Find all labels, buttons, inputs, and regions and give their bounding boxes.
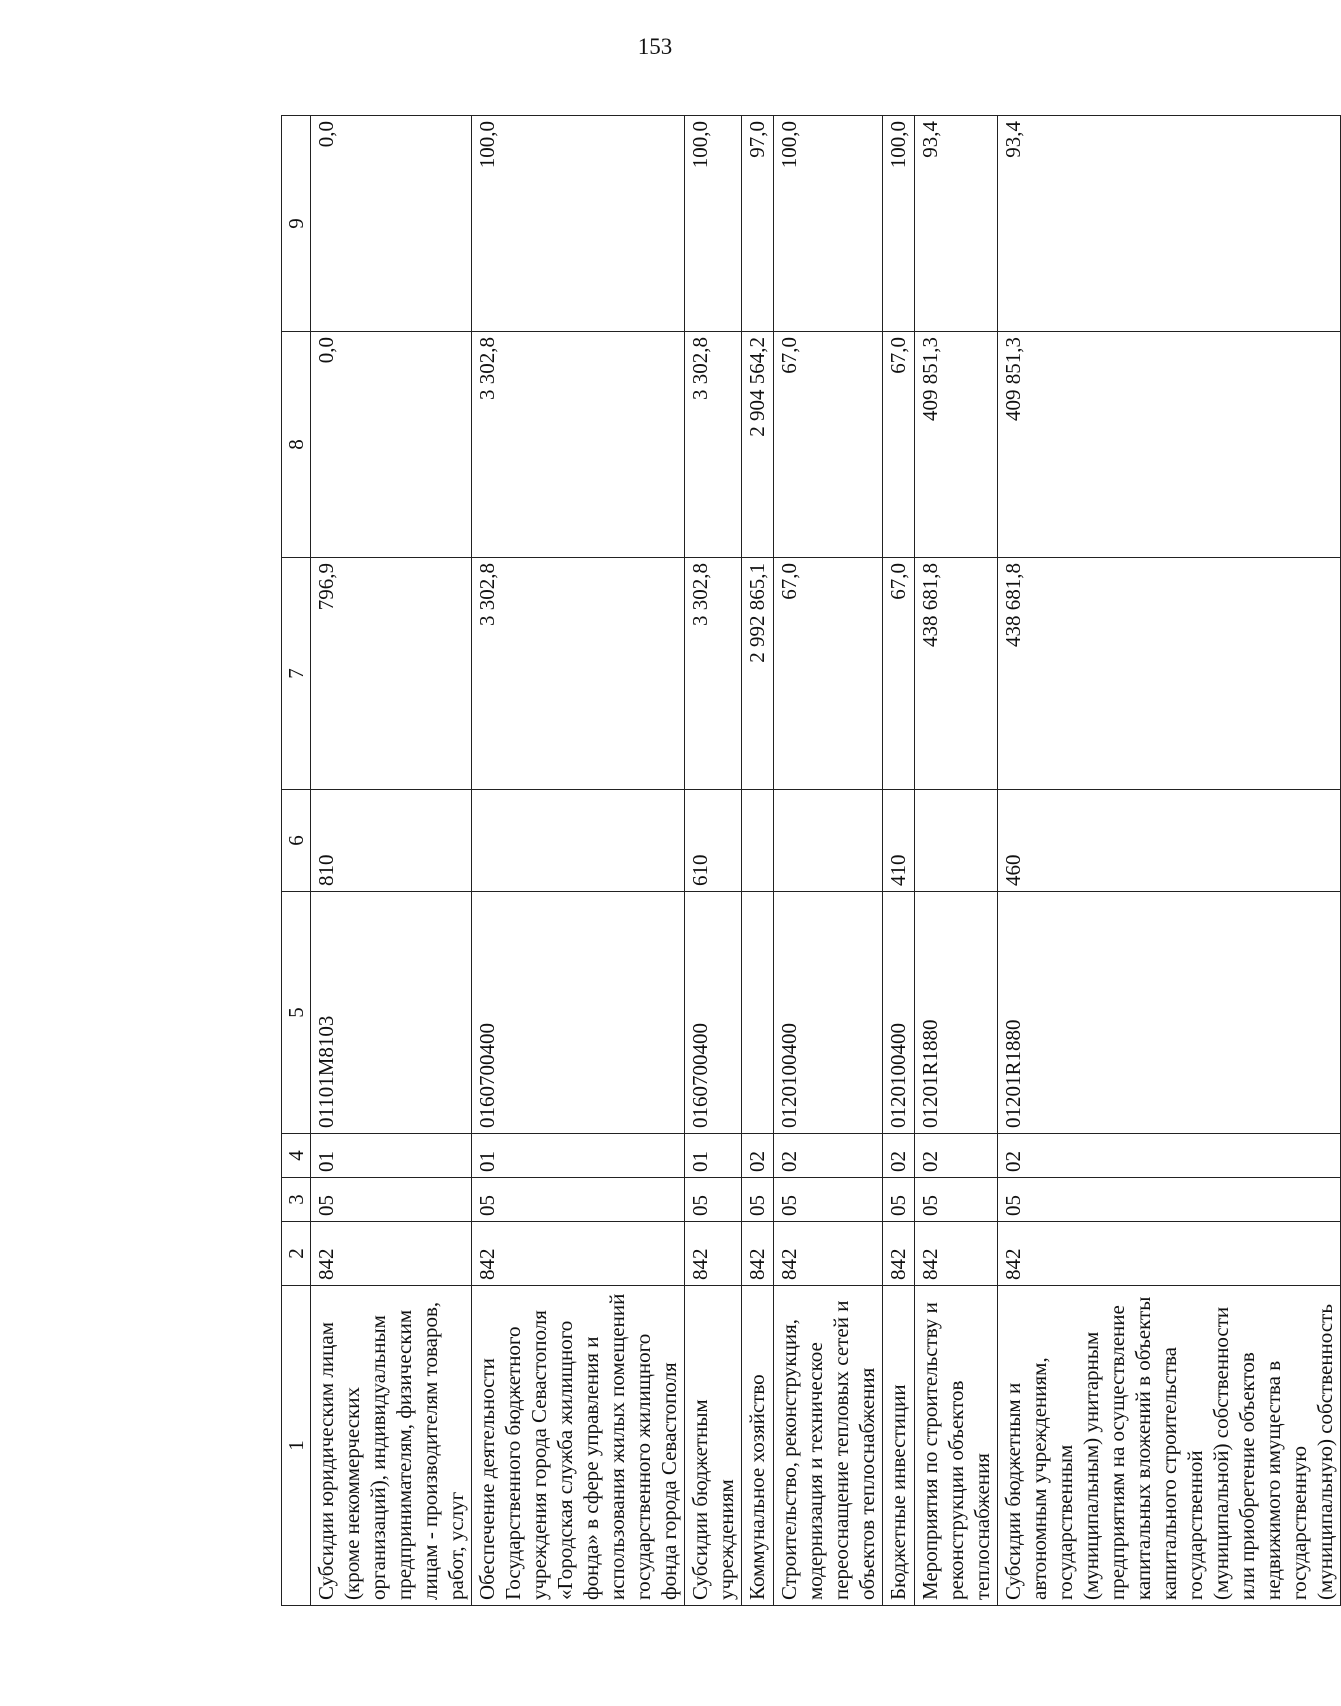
cell-plan: 438 681,8 [915,558,998,790]
col-header: 7 [282,558,311,790]
cell-actual: 67,0 [774,332,883,558]
col-header: 5 [282,892,311,1134]
cell-subsection: 02 [774,1134,883,1178]
col-header: 6 [282,790,311,892]
table-row [998,116,1341,1606]
cell-section: 05 [311,1178,472,1222]
cell-actual: 2 904 564,2 [742,332,774,558]
rotated-table-wrapper [281,116,1337,1606]
cell-percent: 100,0 [472,116,685,332]
cell-target-code [742,892,774,1134]
budget-table [281,115,1341,1606]
cell-target-code: 01201R1880 [915,892,998,1134]
header-row [282,116,311,1606]
cell-section: 05 [685,1178,742,1222]
cell-percent: 93,4 [915,116,998,332]
cell-ministry-code: 842 [472,1222,685,1286]
cell-subsection: 01 [311,1134,472,1178]
cell-section: 05 [998,1178,1341,1222]
row-description: Субсидии бюджетным учреждениям [685,1286,742,1606]
cell-percent: 0,0 [311,116,472,332]
cell-expense-type: 460 [998,790,1341,892]
page-number: 153 [637,34,673,59]
cell-expense-type: 410 [883,790,915,892]
row-description: Субсидии бюджетным и автономным учреждениям, государственным (муниципальным) унитарным предприятиям на осуществление капитальных вложений в объекты капитального строительства государственной (муниципальной) собственности или приобретение объектов недвижимого имущества в государственную (муниципальную) собственность [998,1286,1341,1606]
cell-expense-type [774,790,883,892]
cell-ministry-code: 842 [883,1222,915,1286]
cell-plan: 3 302,8 [472,558,685,790]
cell-actual: 409 851,3 [915,332,998,558]
row-description: Строительство, реконструкция, модернизация и техническое переоснащение тепловых сетей и объектов теплоснабжения [774,1286,883,1606]
col-header: 8 [282,332,311,558]
row-description: Бюджетные инвестиции [883,1286,915,1606]
cell-ministry-code: 842 [998,1222,1341,1286]
cell-plan: 2 992 865,1 [742,558,774,790]
cell-section: 05 [915,1178,998,1222]
row-description: Обеспечение деятельности Государственного бюджетного учреждения города Севастополя «Городская служба жилищного фонда» в сфере управления и использования жилых помещений государственного жилищного фонда города Севастополя [472,1286,685,1606]
table-row [472,116,685,1606]
row-description: Мероприятия по строительству и реконструкции объектов теплоснабжения [915,1286,998,1606]
col-header: 9 [282,116,311,332]
cell-section: 05 [742,1178,774,1222]
cell-section: 05 [883,1178,915,1222]
col-header: 4 [282,1134,311,1178]
cell-subsection: 01 [472,1134,685,1178]
cell-expense-type: 810 [311,790,472,892]
cell-plan: 796,9 [311,558,472,790]
cell-expense-type [472,790,685,892]
cell-target-code: 0160700400 [472,892,685,1134]
col-header: 3 [282,1178,311,1222]
cell-ministry-code: 842 [742,1222,774,1286]
cell-target-code: 01201R1880 [998,892,1341,1134]
cell-section: 05 [774,1178,883,1222]
cell-subsection: 02 [883,1134,915,1178]
cell-actual: 3 302,8 [472,332,685,558]
cell-expense-type [742,790,774,892]
cell-actual: 3 302,8 [685,332,742,558]
cell-percent: 100,0 [685,116,742,332]
table-row [774,116,883,1606]
col-header: 1 [282,1286,311,1606]
table-row [685,116,742,1606]
cell-percent: 100,0 [883,116,915,332]
cell-percent: 97,0 [742,116,774,332]
cell-target-code: 0120100400 [883,892,915,1134]
cell-plan: 438 681,8 [998,558,1341,790]
cell-expense-type [915,790,998,892]
table-row [883,116,915,1606]
cell-target-code: 01101M8103 [311,892,472,1134]
cell-actual: 0,0 [311,332,472,558]
cell-ministry-code: 842 [685,1222,742,1286]
cell-percent: 100,0 [774,116,883,332]
cell-ministry-code: 842 [915,1222,998,1286]
cell-percent: 93,4 [998,116,1341,332]
cell-actual: 409 851,3 [998,332,1341,558]
cell-plan: 67,0 [883,558,915,790]
cell-actual: 67,0 [883,332,915,558]
row-description: Коммунальное хозяйство [742,1286,774,1606]
cell-ministry-code: 842 [774,1222,883,1286]
cell-subsection: 02 [742,1134,774,1178]
cell-subsection: 02 [998,1134,1341,1178]
cell-section: 05 [472,1178,685,1222]
cell-subsection: 01 [685,1134,742,1178]
cell-target-code: 0160700400 [685,892,742,1134]
table-row [915,116,998,1606]
col-header: 2 [282,1222,311,1286]
cell-expense-type: 610 [685,790,742,892]
row-description: Субсидии юридическим лицам (кроме некоммерческих организаций), индивидуальным предпринимателям, физическим лицам - производителям товаров, работ, услуг [311,1286,472,1606]
table-row [742,116,774,1606]
table-row [311,116,472,1606]
cell-plan: 3 302,8 [685,558,742,790]
cell-subsection: 02 [915,1134,998,1178]
cell-plan: 67,0 [774,558,883,790]
cell-target-code: 0120100400 [774,892,883,1134]
cell-ministry-code: 842 [311,1222,472,1286]
